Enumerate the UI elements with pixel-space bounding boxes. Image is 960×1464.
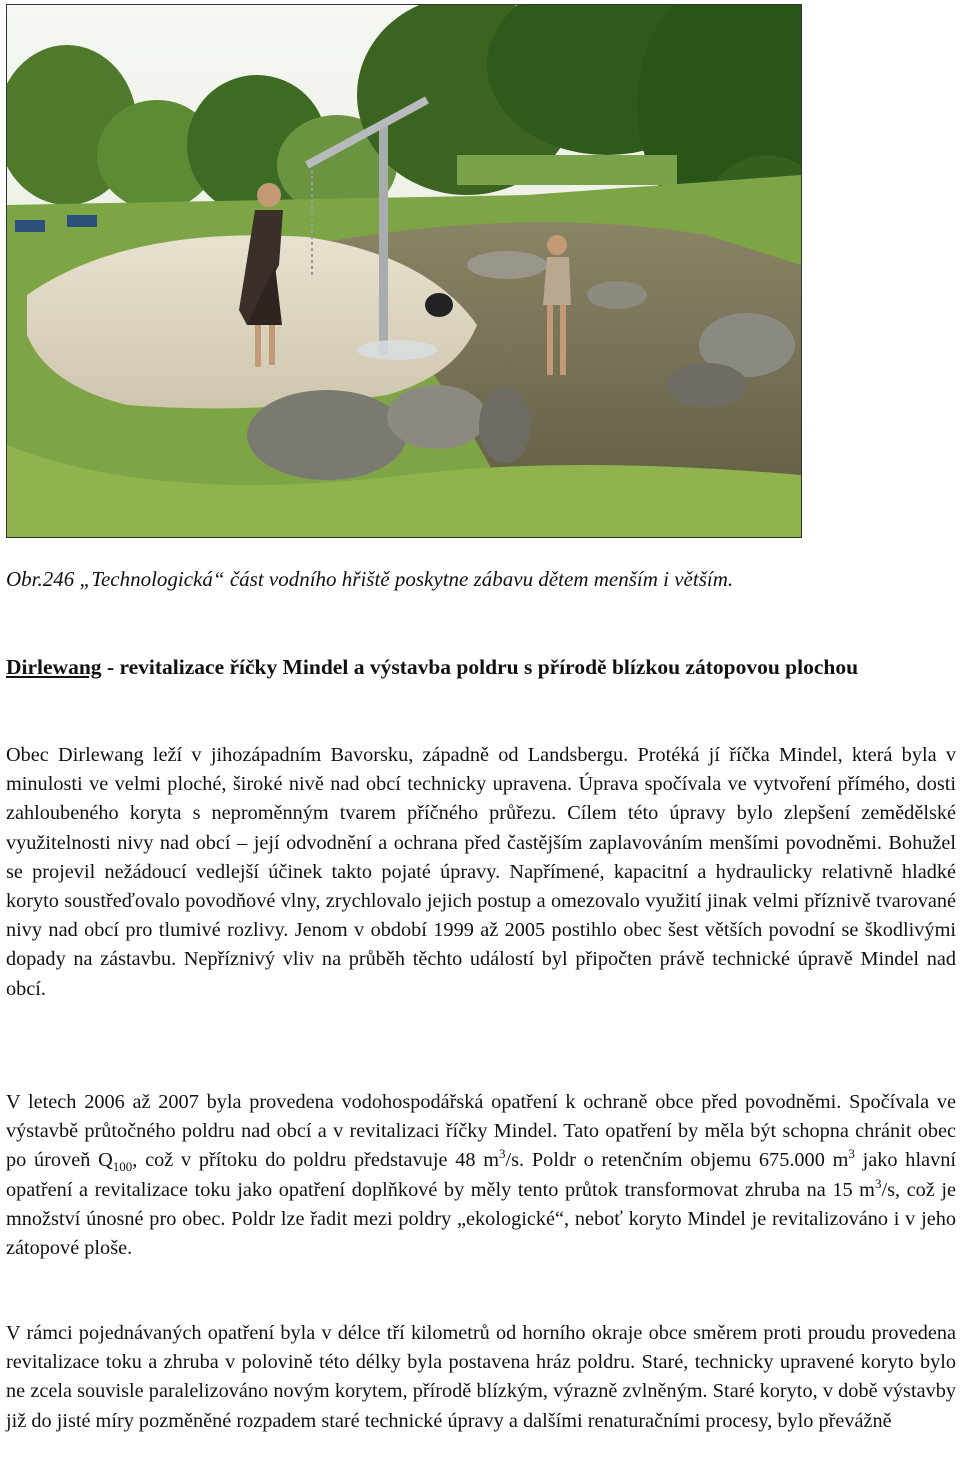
paragraph-2-part-a: V letech 2006 až 2007 byla provedena vodohospodářská opatření k ochraně obce před povodněmi. Spočívala ve výstavbě průtočného poldru nad obcí a v revitalizaci říčky Mindel. Tato opatření by měla být schopna chránit obec po úroveň Q xyxy=(6,1091,956,1172)
figure-caption: Obr.246 „Technologická“ část vodního hřiště poskytne zábavu dětem menším i větším. xyxy=(6,567,734,591)
cubic-superscript-1: 3 xyxy=(499,1146,506,1162)
paragraph-2-part-c: /s. Poldr o retenčním objemu 675.000 m xyxy=(505,1149,849,1172)
heading-title: - revitalizace říčky Mindel a výstavba poldru s přírodě blízkou zátopovou plochou xyxy=(101,655,859,679)
water-playground-photo xyxy=(6,4,802,538)
cubic-superscript-3: 3 xyxy=(874,1175,882,1191)
paragraph-2-part-b: , což v přítoku do poldru představuje 48 m xyxy=(132,1149,500,1172)
heading-place-name: Dirlewang xyxy=(6,655,102,679)
paragraph-2-part-d: jako hlavní opatření a revitalizace toku jako opatření doplňkové by měly tento průtok transformovat zhruba na 15 m xyxy=(6,1149,956,1201)
paragraph-2-part-e: /s, což je množství únosné pro obec. Poldr lze řadit mezi poldry „ekologické“, neboť koryto Mindel je revitalizováno i v jeho zátopové ploše. xyxy=(6,1178,956,1260)
section-heading xyxy=(6,653,956,682)
paragraph-1: Obec Dirlewang leží v jihozápadním Bavorsku, západně od Landsbergu. Protéká jí říčka Mindel, která byla v minulosti ve velmi ploché, široké nivě nad obcí technicky upravena. Úprava spočívala ve vytvoření přímého, dosti zahloubeného koryta s neproměnným tvarem příčného průřezu. Cílem této úpravy bylo zlepšení zemědělské využitelnosti nivy nad obcí – její odvodnění a ochrana před častějším zaplavováním menšími povodněmi. Bohužel se projevil nežádoucí vedlejší účinek takto pojaté úpravy. Napřímené, kapacitní a hydraulicky relativně hladké koryto soustřeďovalo povodňové vlny, zrychlovalo jejich postup a omezovalo využití jinak velmi příznivě tvarované nivy nad obcí pro tlumivé rozlivy. Jenom v období 1999 až 2005 postihlo obec šest větších povodní se škodlivými dopady na zástavbu. Nepříznivý vliv na průběh těchto událostí byl připočten právě technické úpravě Mindel nad obcí. xyxy=(6,744,956,1000)
cubic-superscript-2: 3 xyxy=(848,1146,855,1162)
paragraph-3: V rámci pojednávaných opatření byla v délce tří kilometrů od horního okraje obce směrem proti proudu provedena revitalizace toku a zhruba v polovině této délky byla postavena hráz poldru. Staré, technicky upravené koryto bylo ne zcela souvisle paralelizováno novým korytem, přírodě blízkým, výrazně zvlněným. Staré koryto, v době výstavby již do jisté míry pozměněné rozpadem staré technické úpravy a dalšími renaturačními procesy, bylo převážně xyxy=(6,1322,956,1432)
paragraph-2 xyxy=(6,1088,956,1263)
q100-subscript: 100 xyxy=(112,1159,133,1175)
